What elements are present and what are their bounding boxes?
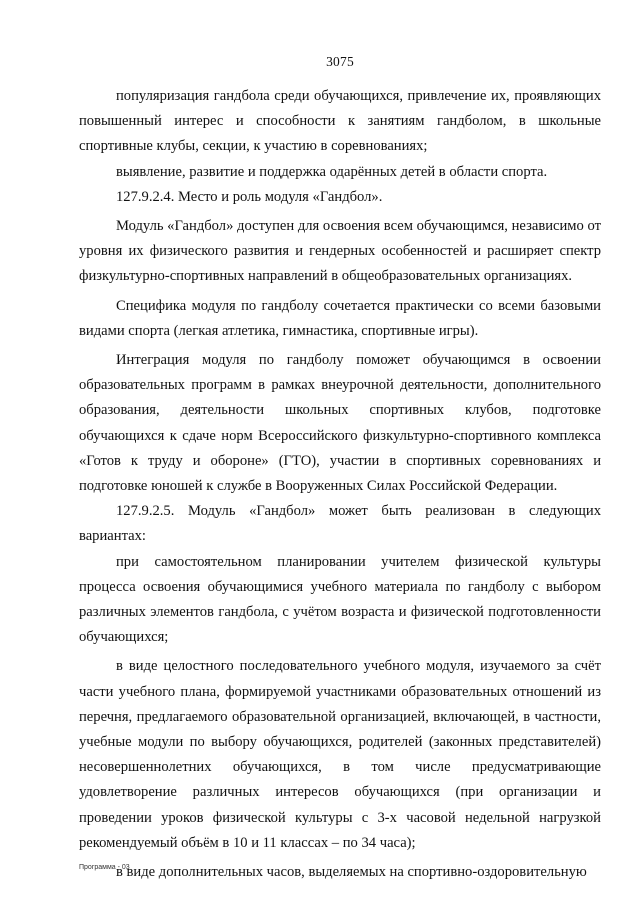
paragraph-variant-additional-hours: в виде дополнительных часов, выделяемых на спортивно-оздоровительную [116, 864, 587, 881]
paragraph-module-specifics: Специфика модуля по гандболу сочетается практически со всеми базовыми видами спорта (легкая атлетика, гимнастика, спортивные игры). [79, 297, 601, 339]
paragraph-popularization: популяризация гандбола среди обучающихся, привлечение их, проявляющих повышенный интерес и способности к занятиям гандболом, в школьные спортивные клубы, секции, к участию в соревнованиях; [79, 88, 601, 155]
page-number: 3075 [326, 54, 354, 69]
paragraph-gifted-children: выявление, развитие и поддержка одарённых детей в области спорта. [116, 163, 548, 180]
page-footer: Программа - 03 [79, 864, 130, 871]
document-body [79, 84, 601, 885]
section-heading-127-9-2-5: 127.9.2.5. Модуль «Гандбол» может быть реализован в следующих вариантах: [79, 503, 601, 545]
paragraph-variant-integral-module: в виде целостного последовательного учебного модуля, изучаемого за счёт части учебного плана, формируемой участниками образовательных отношений из перечня, предлагаемого образовательной организацией, включающей, в частности, учебные модули по выбору обучающихся, родителей (законных представителей) несовершеннолетних обучающихся, в том числе предусматривающие удовлетворение различных интересов обучающихся (при организации и проведении уроков физической культуры с 3-х часовой недельной нагрузкой рекомендуемый объём в 10 и 11 классах – по 34 часа); [79, 658, 601, 851]
paragraph-module-access: Модуль «Гандбол» доступен для освоения всем обучающимся, независимо от уровня их физического развития и гендерных особенностей и расширяет спектр физкультурно-спортивных направлений в общеобразовательных организациях. [79, 218, 601, 285]
section-heading-127-9-2-4: 127.9.2.4. Место и роль модуля «Гандбол». [116, 188, 383, 205]
paragraph-module-integration: Интеграция модуля по гандболу поможет обучающимся в освоении образовательных программ в рамках внеурочной деятельности, дополнительного образования, деятельности школьных спортивных клубов, подготовке обучающихся к сдаче норм Всероссийского физкультурно-спортивного комплекса «Готов к труду и обороне» (ГТО), участии в спортивных соревнованиях и подготовке юношей к службе в Вооруженных Силах Российской Федерации. [79, 352, 601, 495]
paragraph-variant-self-planning: при самостоятельном планировании учителем физической культуры процесса освоения обучающимися учебного материала по гандболу с выбором различных элементов гандбола, с учётом возраста и физической подготовленности обучающихся; [79, 553, 601, 646]
